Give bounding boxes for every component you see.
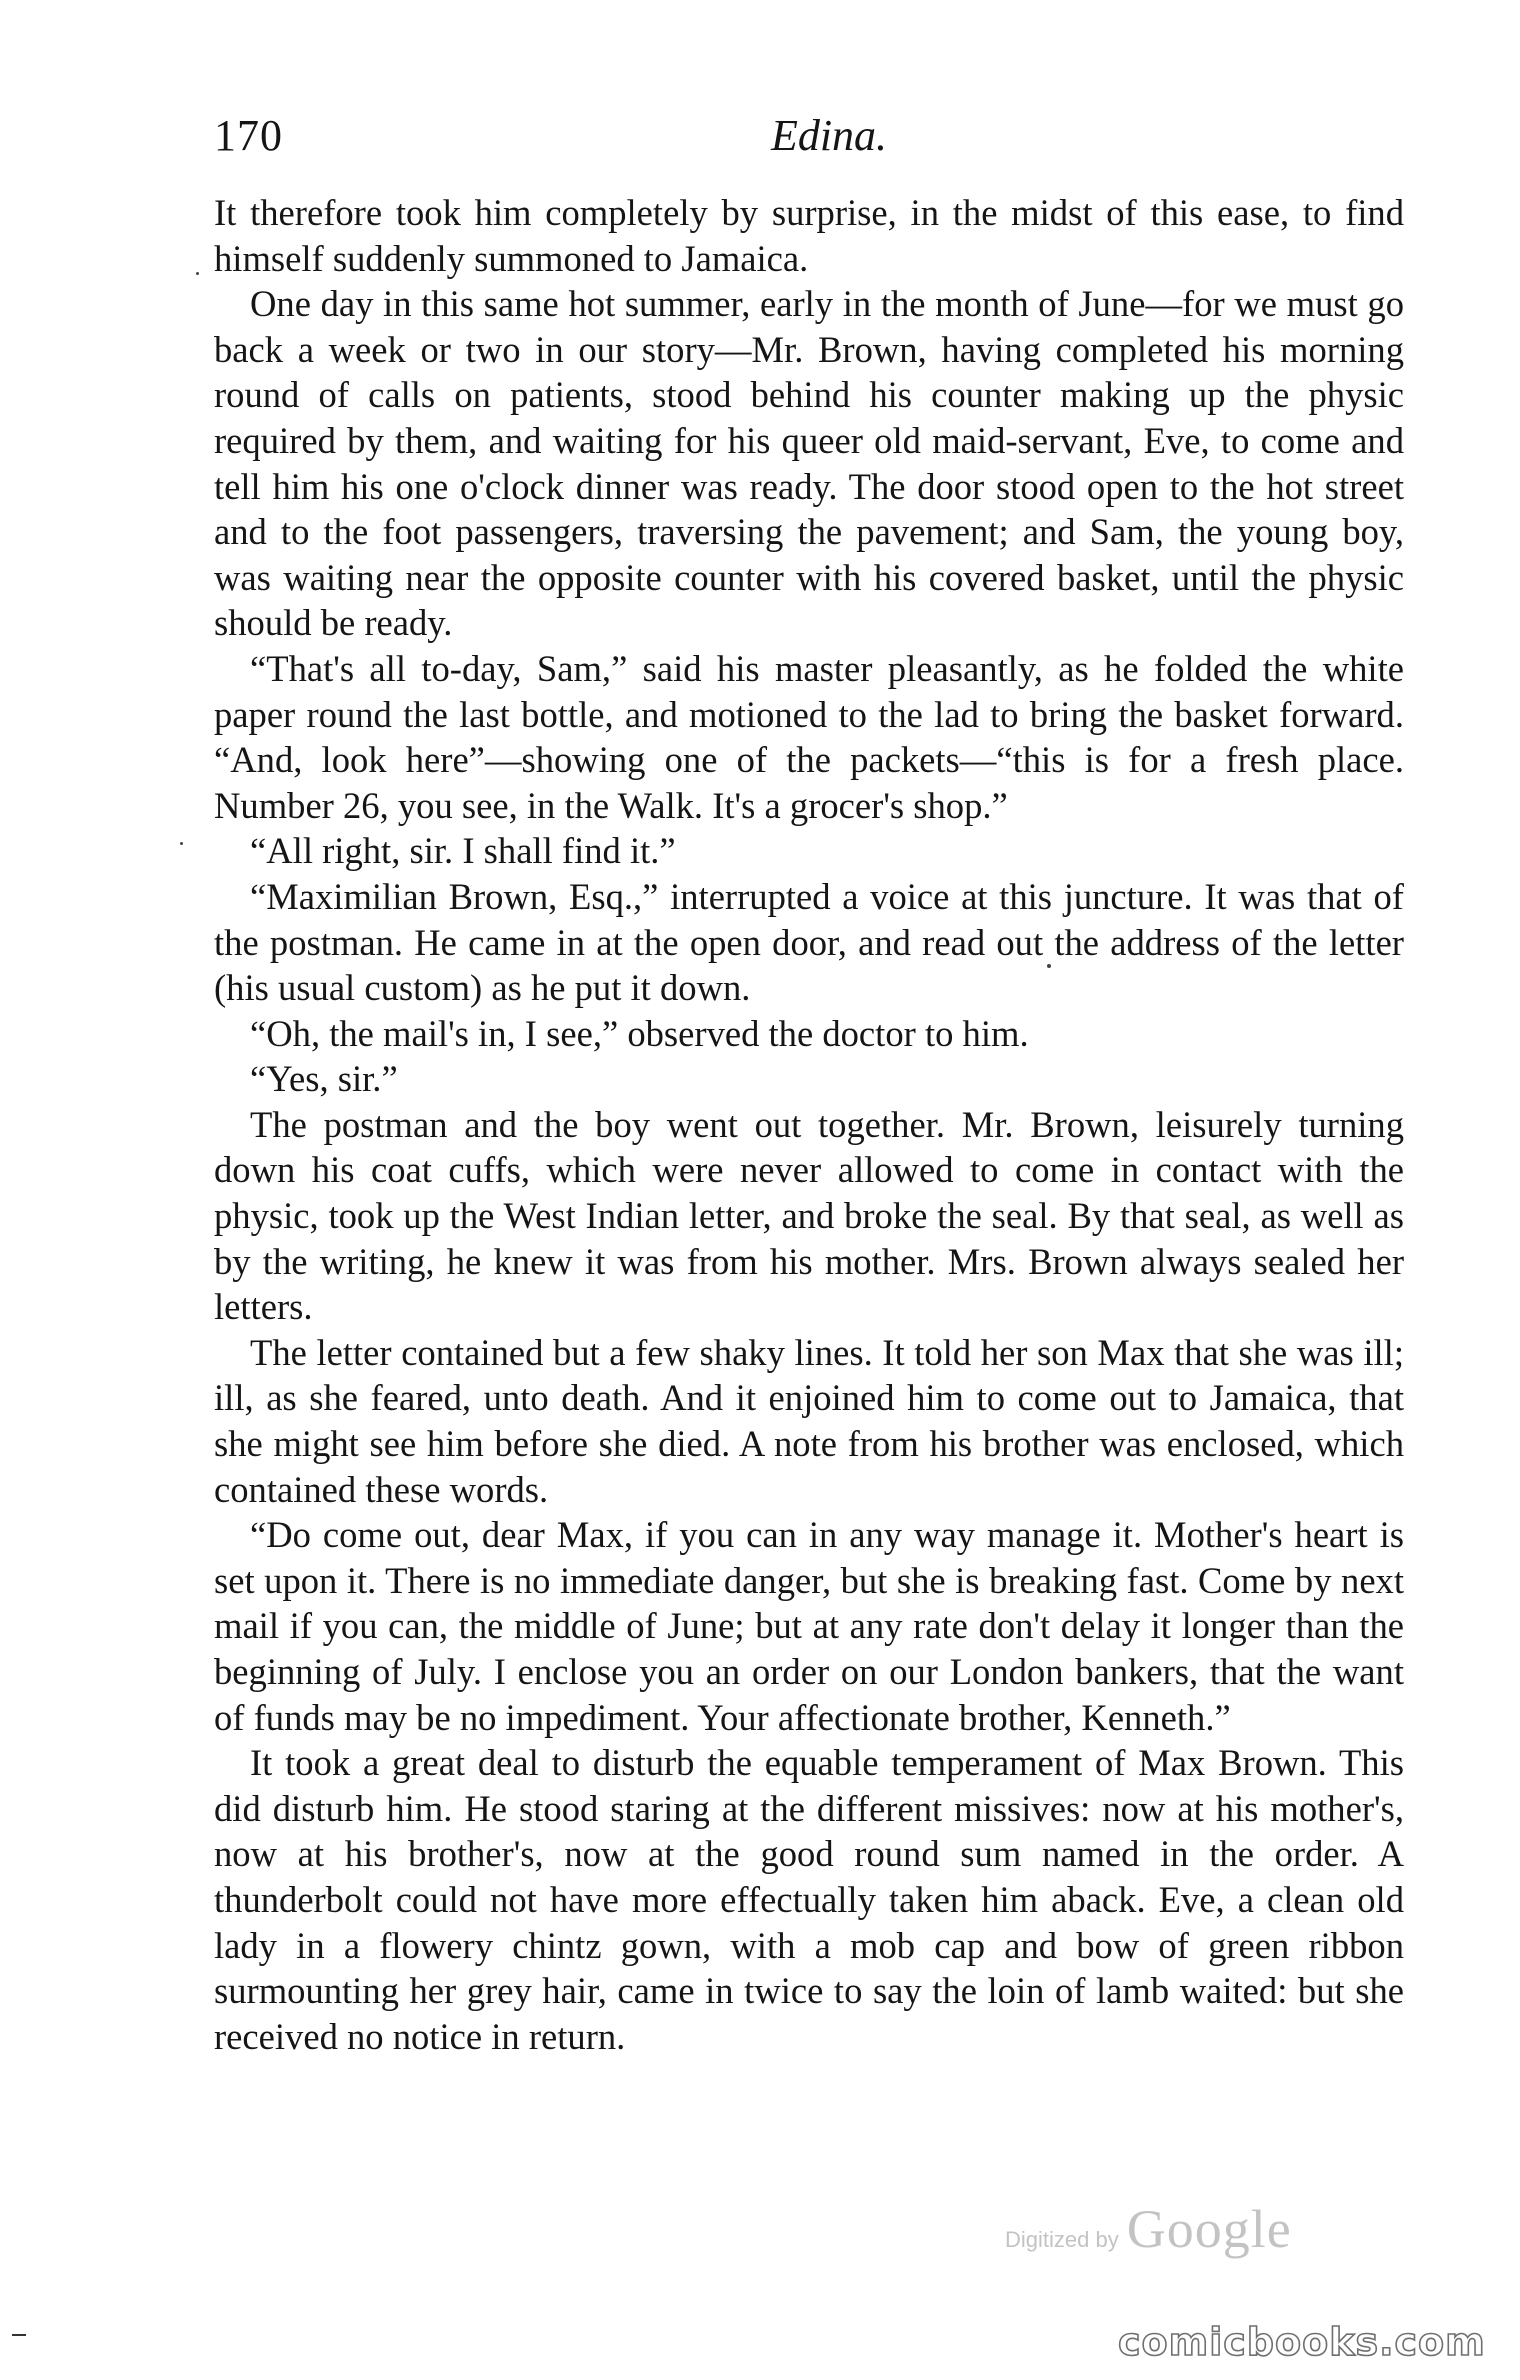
paragraph: One day in this same hot summer, early in the month of June—for we must go back a week or two in our story—Mr. Brown, having completed his morning round of calls on patients, stood behind his counter making up the physic required by them, and waiting for his queer old maid-servant, Eve, to come and tell him his one o'clock dinner was ready. The door stood open to the hot street and to the foot passengers, traversing the pavement; and Sam, the young boy, was waiting near the opposite counter with his covered basket, until the physic should be ready. — [214, 283, 1404, 644]
paragraph: “All right, sir. I shall find it.” — [250, 830, 676, 872]
ink-speck — [1047, 964, 1051, 968]
site-watermark: comicbooks.com — [1118, 2320, 1486, 2364]
running-title: Edina. — [770, 111, 888, 160]
paragraph: It therefore took him completely by surprise, in the midst of this ease, to find himself suddenly summoned to Jamaica. — [214, 192, 1404, 279]
paragraph: “Yes, sir.” — [250, 1058, 398, 1100]
paragraph: “Oh, the mail's in, I see,” observed the doctor to him. — [250, 1012, 1029, 1054]
margin-mark — [12, 2334, 26, 2336]
paragraph: The postman and the boy went out together. Mr. Brown, leisurely turning down his coat cuffs, which were never allowed to come in contact with the physic, took up the West Indian letter, and broke the seal. By that seal, as well as by the writing, he knew it was from his mother. Mrs. Brown always sealed her letters. — [214, 1103, 1404, 1328]
ink-speck — [196, 272, 199, 275]
paragraph: “That's all to-day, Sam,” said his master pleasantly, as he folded the white paper round the last bottle, and motioned to the lad to bring the basket forward. “And, look here”—showing one of the packets—“this is for a fresh place. Number 26, you see, in the Walk. It's a grocer's shop.” — [214, 647, 1404, 826]
paragraph: The letter contained but a few shaky lines. It told her son Max that she was ill; ill, as she feared, unto death. And it enjoined him to come out to Jamaica, that she might see him before she died. A note from his brother was enclosed, which contained these words. — [214, 1331, 1404, 1510]
body-text — [214, 190, 1404, 2059]
ink-speck — [180, 842, 183, 845]
digitized-watermark — [1005, 2198, 1335, 2268]
watermark-brand: Google — [1126, 2199, 1292, 2259]
page-number: 170 — [214, 111, 283, 160]
watermark-prefix: Digitized by — [1005, 2227, 1119, 2252]
paragraph: “Maximilian Brown, Esq.,” interrupted a voice at this juncture. It was that of the postman. He came in at the open door, and read out the address of the letter (his usual custom) as he put it down. — [214, 875, 1404, 1009]
paragraph: “Do come out, dear Max, if you can in any way manage it. Mother's heart is set upon it. There is no immediate danger, but she is breaking fast. Come by next mail if you can, the middle of June; but at any rate don't delay it longer than the beginning of July. I enclose you an order on our London bankers, that the want of funds may be no impediment. Your affectionate brother, Kenneth.” — [214, 1514, 1404, 1738]
page-header — [214, 110, 1404, 180]
paragraph: It took a great deal to disturb the equable temperament of Max Brown. This did disturb him. He stood staring at the different missives: now at his mother's, now at his brother's, now at the good round sum named in the order. A thunderbolt could not have more effectually taken him aback. Eve, a clean old lady in a flowery chintz gown, with a mob cap and bow of green ribbon surmounting her grey hair, came in twice to say the loin of lamb waited: but she received no notice in return. — [214, 1742, 1404, 2057]
